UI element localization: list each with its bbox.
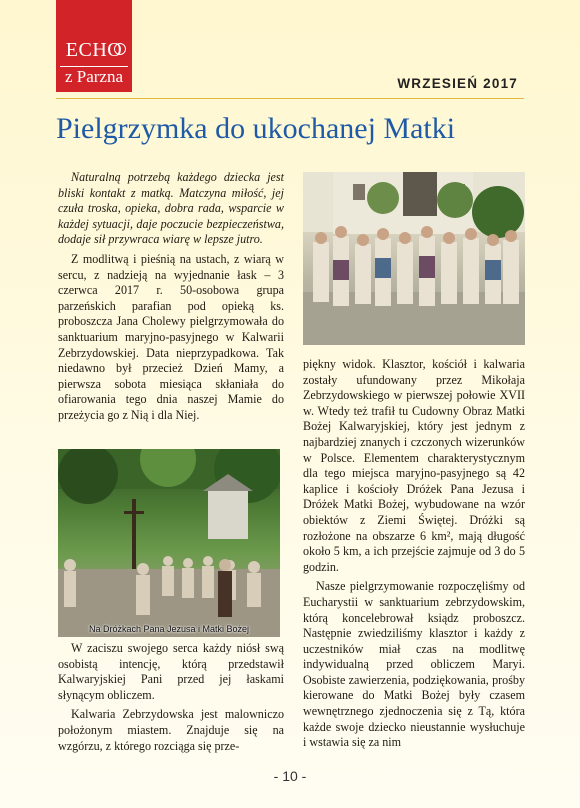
header-rule xyxy=(56,98,524,99)
article-title: Pielgrzymka do ukochanej Matki xyxy=(56,112,456,145)
logo-subtitle: z Parzna xyxy=(64,67,124,86)
paragraph-1: Z modlitwą i pieśnią na ustach, z wiarą w sercu, z nadzieją na wyjednanie łask – 3 czerwca 2017 r. 50-osobowa grupa parzeńskich parafian pod opieką ks. proboszcza Jana Cholewy pielgrzymowała do sanktuarium maryjno-pasyjnego w Kalwarii Zebrzydowskiej. Data nieprzypadkowa. Tak niedawno był przecież Dzień Mamy, a pierwsza sobota miesiąca skłaniała do ofiarowania tego dnia naszej Mamie do przeżycia go z Nią i dla Niej. xyxy=(58,251,284,422)
issue-date: WRZESIEŃ 2017 xyxy=(397,76,518,91)
procession-illustration xyxy=(58,449,280,637)
logo-ring-icon xyxy=(114,43,126,55)
photo-group-sanctuary xyxy=(303,172,525,345)
logo-title: ECHO xyxy=(65,39,123,61)
photo-caption: Na Dróżkach Pana Jezusa i Matki Bożej xyxy=(88,624,250,634)
page-number: - 10 - xyxy=(273,768,307,784)
paragraph-2: W zaciszu swojego serca każdy niósł swą osobistą intencję, którą przedstawił Kalwaryjskiej Pani przed jej łaskami słynącym obliczem. xyxy=(58,641,284,702)
left-column-top xyxy=(58,170,284,424)
right-column xyxy=(303,357,525,751)
paragraph-3: Kalwaria Zebrzydowska jest malowniczo położonym miastem. Znajduje się na wzgórzu, z którego rozciąga się prze- xyxy=(58,707,284,753)
left-column-bottom xyxy=(58,641,284,754)
photo-procession xyxy=(58,449,280,637)
paragraph-5: Nasze pielgrzymowanie rozpoczęliśmy od Eucharystii w sanktuarium zebrzydowskim, którą koncelebrował ksiądz proboszcz. Następnie zwiedziliśmy klasztor i każdy z uczestników miał czas na modlitwę indywidualną przed obliczem Maryi. Osobiste zawierzenia, podziękowania, prośby kierowane do Matki Bożej były czasem wewnętrznego zjednoczenia się z Tą, która każde swoje dziecko nieustannie wysłuchuje i wstawia się za nim xyxy=(303,579,525,750)
magazine-logo xyxy=(56,0,132,92)
intro-paragraph: Naturalną potrzebą każdego dziecka jest bliski kontakt z matką. Matczyna miłość, jej czuła troska, opieka, dobra rada, wsparcie w każdej sytuacji, daje poczucie bezpieczeństwa, dodaje sił przywraca wiarę w lepsze jutro. xyxy=(58,170,284,247)
group-illustration xyxy=(303,172,525,345)
paragraph-4: piękny widok. Klasztor, kościół i kalwaria zostały ufundowany przez Mikołaja Zebrzydowskiego w pierwszej połowie XVII w. Wtedy też trafił tu Cudowny Obraz Matki Bożej Kalwaryjskiej, który jest jednym z najbardziej znanych i czczonych wizerunków w Polsce. Elementem charakterystycznym dla tego miejsca maryjno-pasyjnego są 42 kaplice i kościoły Dróżek Pana Jezusa i Dróżek Matki Bożej, wybudowane na wzór obiektów z Ziemi Świętej. Dróżki są rozłożone na obszarze 6 km², mają długość około 5 km, a ich przejście zajmuje od 3 do 5 godzin. xyxy=(303,357,525,574)
